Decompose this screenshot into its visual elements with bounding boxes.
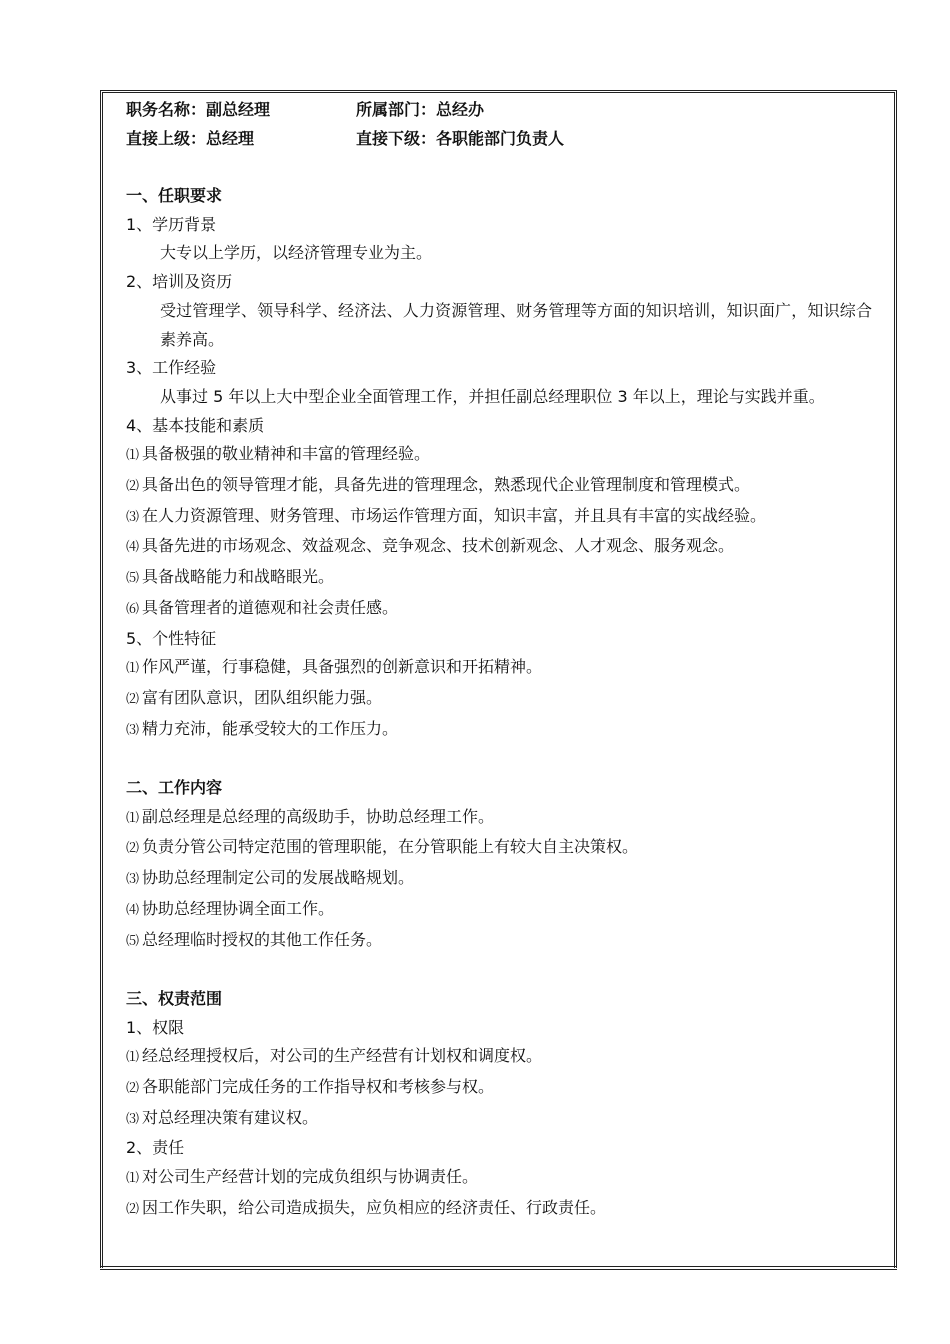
experience-title: 3、工作经验 [126, 358, 217, 378]
item-text: 作风严谨，行事稳健，具备强烈的创新意识和开拓精神。 [142, 657, 543, 677]
authority-list [126, 1042, 872, 1134]
job-description [126, 96, 872, 1224]
item-text: 在人力资源管理、财务管理、市场运作管理方面，知识丰富，并且具有丰富的实战经验。 [142, 505, 767, 525]
personality-list [126, 653, 872, 745]
item-text: 具备极强的敬业精神和丰富的管理经验。 [142, 444, 431, 464]
skill-item [126, 440, 872, 471]
authority-item [126, 1042, 872, 1073]
skills-list [126, 440, 872, 624]
direct-subordinate: 直接下级：各职能部门负责人 [356, 128, 565, 148]
item-number: ⑸ [126, 571, 140, 587]
section-3-title: 三、权责范围 [126, 988, 223, 1008]
item-number: ⑴ [126, 661, 140, 677]
personality-item [126, 653, 872, 684]
work-content-item [126, 833, 872, 864]
item-text: 各职能部门完成任务的工作指导权和考核参与权。 [142, 1076, 495, 1096]
personality-item [126, 715, 872, 746]
document-frame-bottom [100, 1266, 897, 1270]
item-number: ⑶ [126, 722, 140, 738]
experience-text: 从事过 5 年以上大中型企业全面管理工作，并担任副总经理职位 3 年以上，理论与实践并重。 [160, 386, 825, 406]
item-number: ⑴ [126, 1171, 140, 1187]
item-text: 协助总经理协调全面工作。 [142, 898, 335, 918]
work-content-item [126, 926, 872, 957]
authority-item [126, 1073, 872, 1104]
work-content-item [126, 803, 872, 834]
item-number: ⑵ [126, 841, 140, 857]
work-content-item [126, 864, 872, 895]
item-number: ⑸ [126, 933, 140, 949]
item-text: 因工作失职，给公司造成损失，应负相应的经济责任、行政责任。 [142, 1197, 607, 1217]
item-number: ⑴ [126, 810, 140, 826]
item-number: ⑶ [126, 872, 140, 888]
item-text: 负责分管公司特定范围的管理职能，在分管职能上有较大自主决策权。 [142, 837, 639, 857]
personality-title: 5、个性特征 [126, 628, 217, 648]
skill-item [126, 563, 872, 594]
training-title: 2、培训及资历 [126, 272, 233, 292]
skill-item [126, 532, 872, 563]
item-number: ⑷ [126, 540, 140, 556]
education-title: 1、学历背景 [126, 214, 217, 234]
item-text: 副总经理是总经理的高级助手，协助总经理工作。 [142, 806, 495, 826]
item-text: 精力充沛，能承受较大的工作压力。 [142, 718, 399, 738]
item-text: 总经理临时授权的其他工作任务。 [142, 929, 383, 949]
work-content-list [126, 803, 872, 957]
header-row-1 [126, 96, 872, 125]
item-number: ⑴ [126, 448, 140, 464]
item-number: ⑵ [126, 479, 140, 495]
work-content-item [126, 895, 872, 926]
direct-superior: 直接上级：总经理 [126, 128, 255, 148]
item-text: 协助总经理制定公司的发展战略规划。 [142, 868, 415, 888]
item-text: 经总经理授权后，对公司的生产经营有计划权和调度权。 [142, 1046, 543, 1066]
skill-item [126, 471, 872, 502]
authority-item [126, 1104, 872, 1135]
responsibility-item [126, 1163, 872, 1194]
item-text: 富有团队意识，团队组织能力强。 [142, 687, 383, 707]
position-name: 职务名称：副总经理 [126, 100, 271, 119]
item-text: 对总经理决策有建议权。 [142, 1107, 319, 1127]
skill-item [126, 594, 872, 625]
training-text: 受过管理学、领导科学、经济法、人力资源管理、财务管理等方面的知识培训，知识面广，知识综合素养高。 [160, 300, 872, 349]
item-text: 具备管理者的道德观和社会责任感。 [142, 597, 399, 617]
header-row-2 [126, 125, 872, 154]
education-text: 大专以上学历，以经济管理专业为主。 [160, 243, 433, 263]
item-number: ⑵ [126, 1080, 140, 1096]
item-text: 对公司生产经营计划的完成负组织与协调责任。 [142, 1167, 479, 1187]
item-number: ⑷ [126, 902, 140, 918]
item-text: 具备先进的市场观念、效益观念、竞争观念、技术创新观念、人才观念、服务观念。 [142, 536, 735, 556]
personality-item [126, 684, 872, 715]
section-2-title: 二、工作内容 [126, 778, 223, 798]
item-number: ⑹ [126, 601, 140, 617]
skills-title: 4、基本技能和素质 [126, 415, 265, 435]
responsibility-item [126, 1194, 872, 1225]
item-number: ⑶ [126, 509, 140, 525]
department: 所属部门：总经办 [356, 100, 485, 119]
item-number: ⑶ [126, 1111, 140, 1127]
item-number: ⑵ [126, 691, 140, 707]
item-number: ⑵ [126, 1201, 140, 1217]
authority-title: 1、权限 [126, 1017, 185, 1037]
item-number: ⑴ [126, 1050, 140, 1066]
item-text: 具备出色的领导管理才能，具备先进的管理理念，熟悉现代企业管理制度和管理模式。 [142, 475, 751, 495]
section-1-title: 一、任职要求 [126, 186, 223, 206]
responsibility-list [126, 1163, 872, 1224]
skill-item [126, 502, 872, 533]
item-text: 具备战略能力和战略眼光。 [142, 567, 335, 587]
responsibility-title: 2、责任 [126, 1138, 185, 1158]
